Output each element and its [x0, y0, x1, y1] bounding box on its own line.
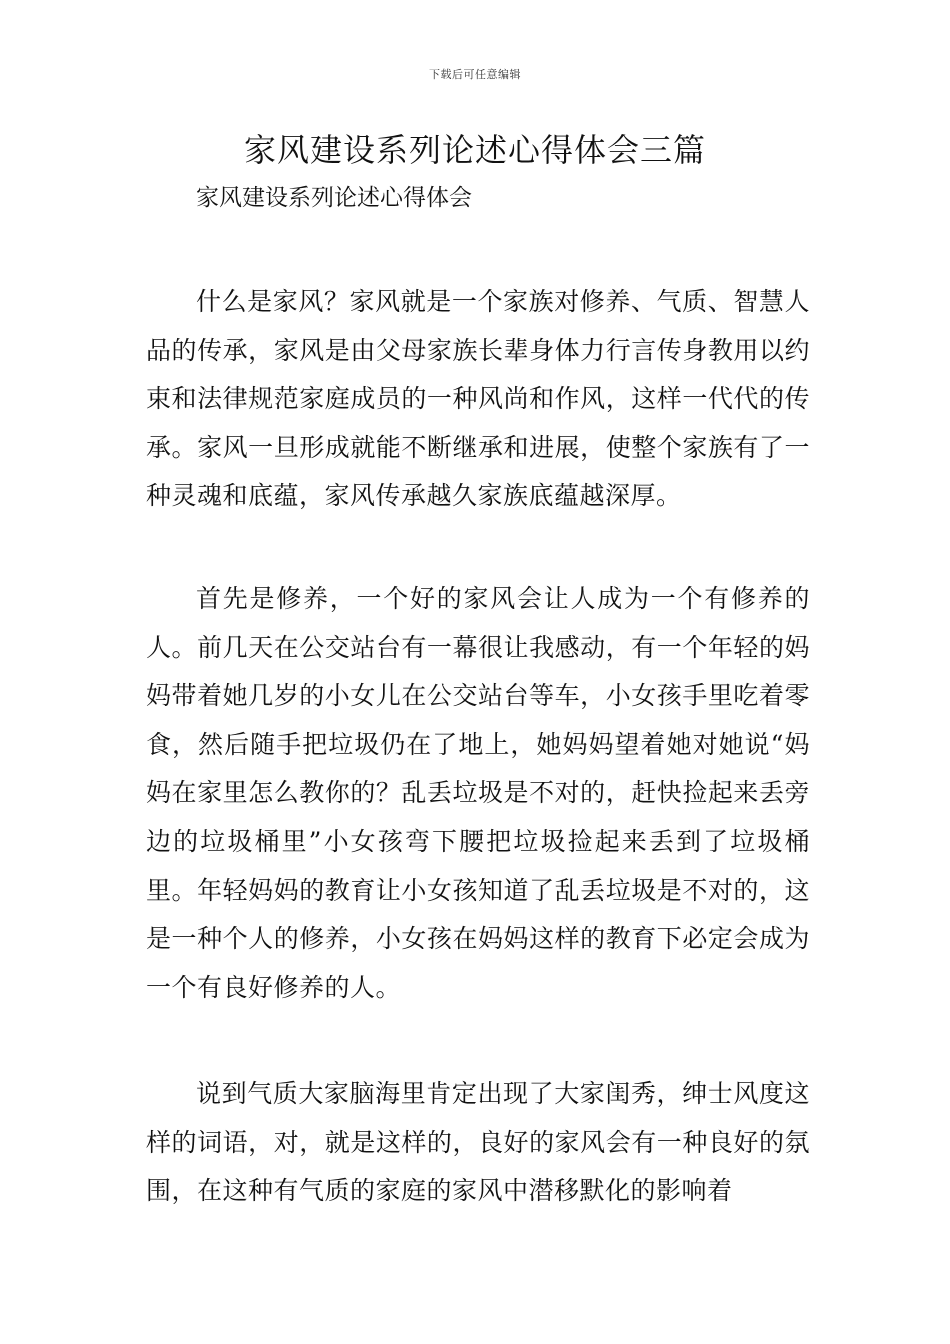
paragraph-temperament: 说到气质大家脑海里肯定出现了大家闺秀，绅士风度这样的词语，对，就是这样的，良好的家风会有一种良好的氛围，在这种有气质的家庭的家风中潜移默化的影响着: [146, 1079, 810, 1206]
paragraph-what-is-family-style: 什么是家风？家风就是一个家族对修养、气质、智慧人品的传承，家风是由父母家族长辈身体力行言传身教用以约束和法律规范家庭成员的一种风尚和作风，这样一代代的传承。家风一旦形成就能不断继承和进展，使整个家族有了一种灵魂和底蕴，家风传承越久家族底蕴越深厚。: [146, 287, 810, 511]
header-note: 下载后可任意编辑: [429, 68, 521, 81]
document-title: 家风建设系列论述心得体会三篇: [243, 131, 706, 169]
section-subtitle: 家风建设系列论述心得体会: [196, 185, 472, 211]
paragraph-cultivation: 首先是修养，一个好的家风会让人成为一个有修养的人。前几天在公交站台有一幕很让我感动，有一个年轻的妈妈带着她几岁的小女儿在公交站台等车，小女孩手里吃着零食，然后随手把垃圾仍在了地上，她妈妈望着她对她说“妈妈在家里怎么教你的？乱丢垃圾是不对的，赶快捡起来丢旁边的垃圾桶里”小女孩弯下腰把垃圾捡起来丢到了垃圾桶里。年轻妈妈的教育让小女孩知道了乱丢垃圾是不对的，这是一种个人的修养，小女孩在妈妈这样的教育下必定会成为一个有良好修养的人。: [146, 584, 810, 1002]
